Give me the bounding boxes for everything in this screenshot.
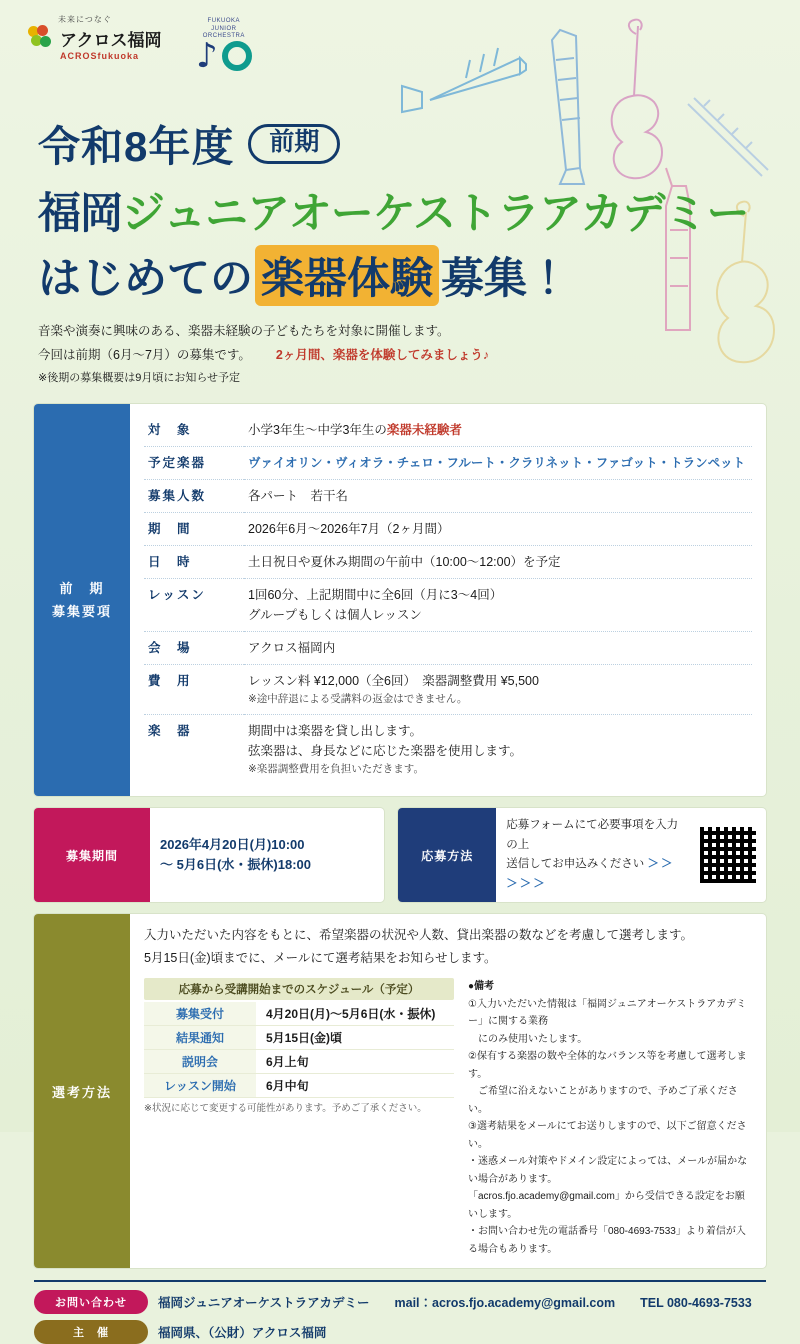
application-period-box: [34, 808, 384, 902]
row-value-note: ※楽器調整費用を負担いただきます。: [248, 763, 424, 776]
arrows-icon: ＞＞＞＞＞: [506, 858, 675, 890]
table-row: [144, 447, 752, 480]
table-row: [144, 414, 752, 447]
row-value-note: ※途中辞退による受講料の返金はできません。: [248, 693, 468, 706]
remarks-title: ●備考: [468, 981, 495, 993]
schedule-key: 募集受付: [144, 1002, 256, 1026]
selection-lead: [144, 924, 752, 970]
table-row: [144, 579, 752, 632]
lede-line3: ※後期の募集概要は9月頃にお知らせ予定: [38, 371, 241, 384]
schedule-key: 説明会: [144, 1050, 256, 1074]
fjo-logo-line3: ORCHESTRA: [202, 33, 245, 39]
table-row: [144, 1002, 454, 1026]
row-value-line1: レッスン料 ¥12,000（全6回） 楽器調整費用 ¥5,500: [248, 674, 539, 689]
title-sub-b: 募集！: [441, 255, 570, 303]
requirements-card: [34, 404, 766, 796]
table-row: [144, 1026, 454, 1050]
row-value-text: ヴァイオリン・ヴィオラ・チェロ・フルート・クラリネット・ファゴット・トランペット: [248, 456, 746, 471]
fjo-logo: [195, 18, 252, 76]
footer-contact-row: [34, 1290, 766, 1314]
how-to-apply-box: [398, 808, 766, 902]
how-to-apply-line1: 応募フォームにて必要事項を入力の上: [506, 818, 679, 851]
remarks-line: にのみ使用いたします。: [468, 1033, 588, 1045]
table-row: [144, 632, 752, 665]
lede-line1: 音楽や演奏に興味のある、楽器未経験の子どもたちを対象に開催します。: [38, 324, 450, 338]
across-logo-sub: ACROSfukuoka: [60, 51, 140, 61]
remarks-line: ②保有する楽器の数や全体的なバランス等を考慮して選考します。: [468, 1051, 747, 1080]
requirements-side-label: [34, 404, 130, 796]
contact-label: お問い合わせ: [34, 1290, 148, 1314]
table-row: [144, 546, 752, 579]
lede-line2-accent: 2ヶ月間、楽器を体験してみましょう♪: [275, 347, 490, 362]
title-main: [38, 180, 800, 241]
remarks-line: ・迷惑メール対策やドメイン設定によっては、メールが届かない場合があります。: [468, 1156, 748, 1185]
application-period-line2: ～ 5月6日(水・振休)18:00: [160, 857, 311, 873]
row-value-text: 小学3年生～中学3年生の: [248, 423, 387, 438]
across-fukuoka-logo: [28, 14, 162, 61]
schedule-value: 5月15日(金)頃: [256, 1026, 454, 1050]
row-value: 2026年6月～2026年7月（2ヶ月間）: [244, 513, 752, 546]
music-note-icon: ♪: [195, 35, 218, 76]
across-logo-tagline: 未来につなぐ: [58, 15, 112, 24]
row-value: [244, 414, 752, 447]
title-year: 令和8年度: [38, 123, 235, 170]
schedule-key: レッスン開始: [144, 1074, 256, 1098]
table-row: [144, 665, 752, 715]
remarks-line: ①入力いただいた情報は「福岡ジュニアオーケストラアカデミー」に関する業務: [468, 998, 747, 1028]
row-label: 費 用: [144, 665, 244, 715]
row-value-line2: グループもしくは個人レッスン: [248, 608, 422, 623]
selection-side-label: 選考方法: [34, 914, 130, 1268]
row-label: 対 象: [144, 414, 244, 447]
row-label: 楽 器: [148, 724, 192, 739]
schedule-block: [144, 978, 454, 1258]
schedule-key: 結果通知: [144, 1026, 256, 1050]
row-value-red: 楽器未経験者: [386, 423, 462, 438]
table-row: [144, 715, 752, 784]
application-period-label: 募集期間: [34, 808, 150, 902]
row-label: 期 間: [144, 513, 244, 546]
row-value-line1: 期間中は楽器を貸し出します。: [248, 724, 423, 739]
title-sub-a: はじめての: [38, 255, 253, 303]
title-block: [0, 110, 800, 306]
application-period-line1: 2026年4月20日(月)10:00: [160, 836, 305, 852]
table-row: [144, 513, 752, 546]
row-value-line1: 1回60分、上記期間中に全6回（月に3～4回）: [248, 588, 503, 603]
requirements-side-label-2: 募集要項: [51, 604, 112, 620]
poster-footer: [34, 1280, 766, 1344]
title-term-chip: 前期: [248, 124, 340, 164]
how-to-apply-line2: 送信してお申込みください: [506, 858, 645, 871]
row-label: 募集人数: [144, 480, 244, 513]
host-label: 主 催: [34, 1320, 148, 1344]
row-label: 予定楽器: [144, 447, 244, 480]
remarks-block: [468, 978, 752, 1258]
row-label: 日 時: [144, 546, 244, 579]
row-value: 土日祝日や夏休み期間の午前中（10:00～12:00）を予定: [244, 546, 752, 579]
schedule-value: 6月中旬: [256, 1074, 454, 1098]
footer-divider: [34, 1280, 766, 1282]
application-period-value: [150, 827, 321, 883]
row-value: [244, 715, 752, 784]
schedule-value: 6月上旬: [256, 1050, 454, 1074]
footer-host-row: [34, 1320, 766, 1344]
remarks-line: ・お問い合わせ先の電話番号「080-4693-7533」より着信が入る場合もあります。: [468, 1226, 746, 1255]
remarks-line: ③選考結果をメールにてお送りしますので、以下ご留意ください。: [468, 1121, 747, 1150]
period-apply-row: [34, 808, 766, 902]
title-sub-highlight: 楽器体験: [255, 245, 439, 306]
requirements-table: [144, 414, 752, 784]
selection-lead-line1: 入力いただいた内容をもとに、希望楽器の状況や人数、貸出楽器の数などを考慮して選考します。: [144, 928, 694, 943]
table-row: [144, 1050, 454, 1074]
contact-text: 福岡ジュニアオーケストラアカデミー mail：acros.fjo.academy@gmail.com TEL 080-4693-7533: [158, 1296, 752, 1311]
across-logo-name: アクロス福岡: [60, 30, 162, 50]
selection-lead-line2: 5月15日(金)頃までに、メールにて選考結果をお知らせします。: [144, 951, 497, 966]
remarks-line: ご希望に沿えないことがありますので、予めご了承ください。: [468, 1086, 738, 1115]
row-label: レッスン: [144, 579, 244, 632]
title-main-b: ジュニアオーケストラアカデミー: [122, 190, 749, 238]
title-sub: [38, 245, 800, 306]
lede-line2: 今回は前期（6月～7月）の募集です。: [38, 347, 251, 362]
remarks-line: 「acros.fjo.academy@gmail.com」から受信できる設定をお願いします。: [468, 1191, 745, 1220]
schedule-title: 応募から受講開始までのスケジュール（予定）: [144, 978, 454, 1000]
fjo-logo-line1: FUKUOKA: [207, 18, 241, 24]
fjo-ring-icon: [222, 41, 252, 71]
flower-icon: [28, 25, 54, 51]
schedule-table: [144, 1002, 454, 1098]
selection-card: [34, 914, 766, 1268]
row-value: [244, 579, 752, 632]
poster-header: [0, 0, 800, 110]
row-value-line2: 弦楽器は、身長などに応じた楽器を使用します。: [248, 744, 523, 759]
schedule-note: ※状況に応じて変更する可能性があります。予めご了承ください。: [144, 1103, 427, 1115]
fjo-logo-line2: JUNIOR: [211, 25, 237, 32]
requirements-side-label-1: 前 期: [59, 580, 105, 596]
host-text: 福岡県、（公財）アクロス福岡: [158, 1326, 327, 1341]
row-value: アクロス福岡内: [244, 632, 752, 665]
lede-block: [0, 306, 800, 388]
row-value: [244, 665, 752, 715]
row-label: 会 場: [144, 632, 244, 665]
qr-code-icon[interactable]: [698, 825, 758, 885]
title-main-a: 福岡: [38, 190, 122, 238]
how-to-apply-label: 応募方法: [398, 808, 496, 902]
row-value: [244, 447, 752, 480]
how-to-apply-text: [496, 808, 690, 902]
schedule-value: 4月20日(月)～5月6日(水・振休): [256, 1002, 454, 1026]
table-row: [144, 480, 752, 513]
row-value: 各パート 若干名: [244, 480, 752, 513]
table-row: [144, 1074, 454, 1098]
